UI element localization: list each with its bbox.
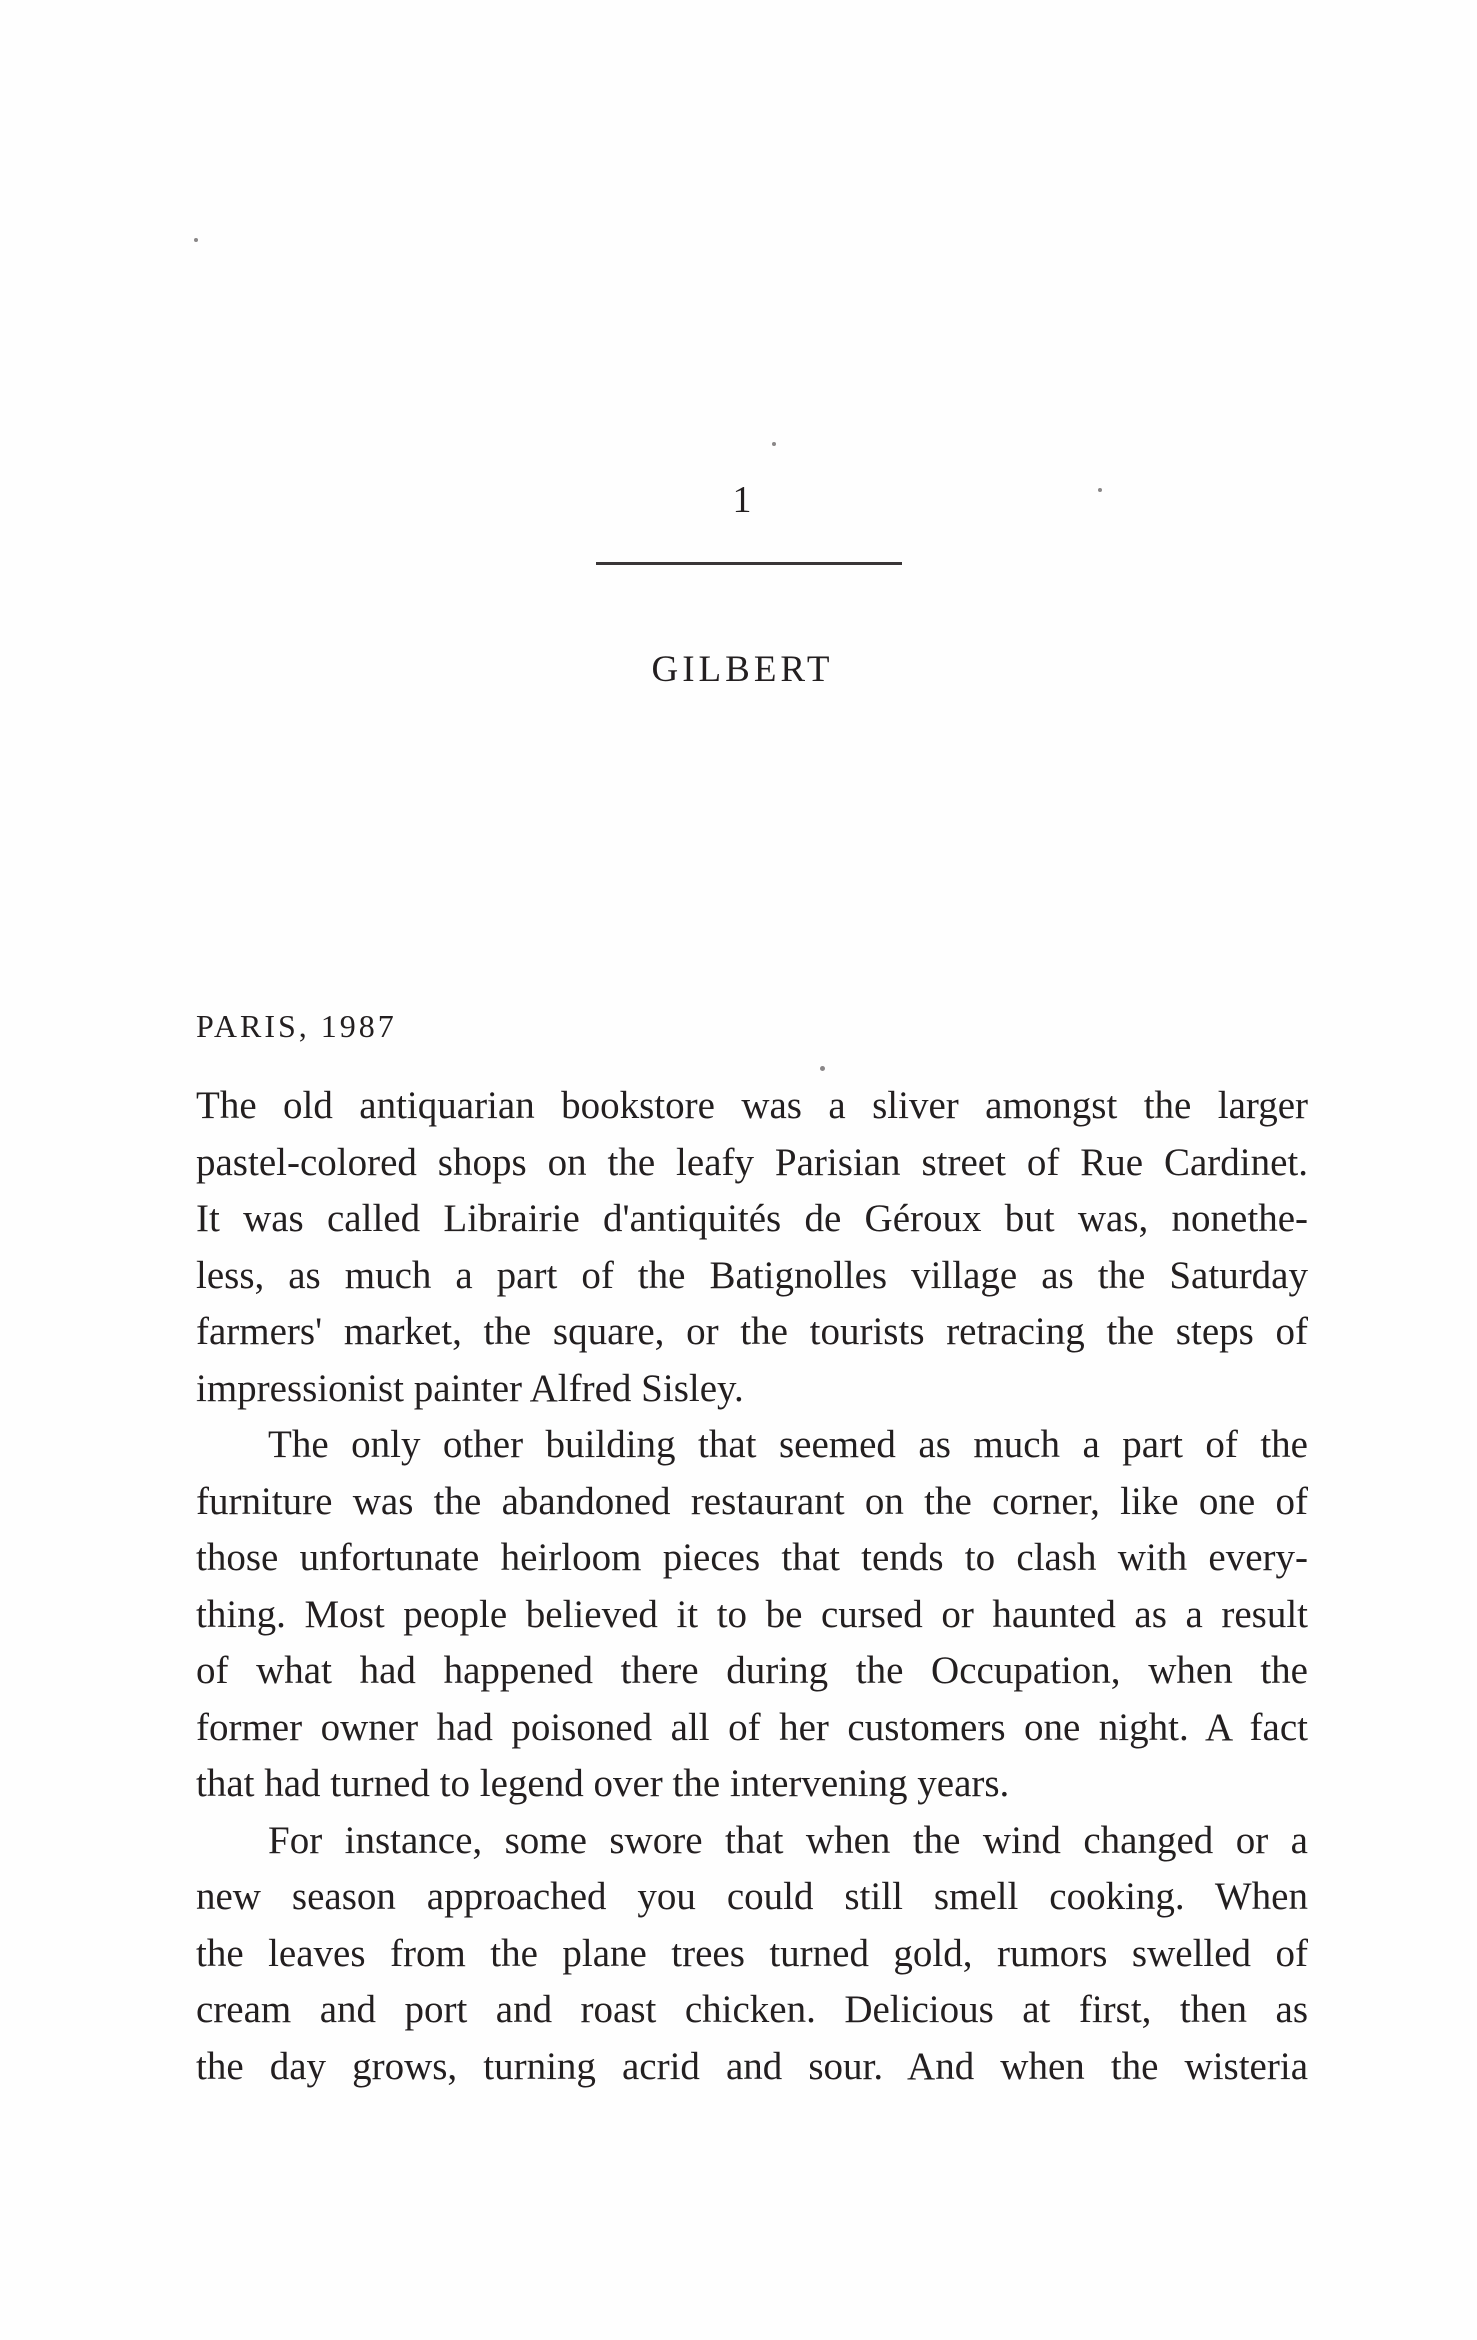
chapter-title: GILBERT	[651, 649, 834, 690]
chapter-number: 1	[732, 479, 753, 521]
text-line: cream and port and roast chicken. Delicious at first, then as	[196, 1988, 1308, 2031]
text-line: The old antiquarian bookstore was a sliver amongst the larger	[196, 1084, 1308, 1127]
text-line: that had turned to legend over the intervening years.	[196, 1762, 1010, 1805]
place-date-heading: PARIS, 1987	[196, 1008, 397, 1044]
print-speck	[772, 442, 776, 446]
text-line: impressionist painter Alfred Sisley.	[196, 1366, 744, 1410]
text-line: new season approached you could still smell cooking. When	[196, 1875, 1308, 1918]
chapter-body	[196, 1078, 1308, 2095]
text-line: The only other building that seemed as much a part of the	[268, 1423, 1308, 1466]
text-line: less, as much a part of the Batignolles village as the Saturday	[196, 1253, 1308, 1297]
text-line: those unfortunate heirloom pieces that tends to clash with every-	[196, 1536, 1308, 1579]
text-line: of what had happened there during the Occupation, when the	[196, 1649, 1308, 1692]
text-line: the day grows, turning acrid and sour. And when the wisteria	[196, 2044, 1308, 2088]
text-line: farmers' market, the square, or the tourists retracing the steps of	[196, 1310, 1308, 1353]
text-line: For instance, some swore that when the wind changed or a	[268, 1818, 1308, 1862]
text-line: former owner had poisoned all of her customers one night. A fact	[196, 1705, 1308, 1749]
text-line: It was called Librairie d'antiquités de Géroux but was, nonethe-	[196, 1197, 1308, 1240]
text-line: furniture was the abandoned restaurant on the corner, like one of	[196, 1479, 1308, 1523]
text-line: thing. Most people believed it to be cursed or haunted as a result	[196, 1592, 1308, 1636]
chapter-divider	[596, 562, 902, 565]
print-speck	[820, 1066, 825, 1071]
text-line: the leaves from the plane trees turned gold, rumors swelled of	[196, 1931, 1308, 1975]
text-line: pastel-colored shops on the leafy Parisian street of Rue Cardinet.	[196, 1140, 1308, 1184]
print-speck	[194, 238, 198, 242]
